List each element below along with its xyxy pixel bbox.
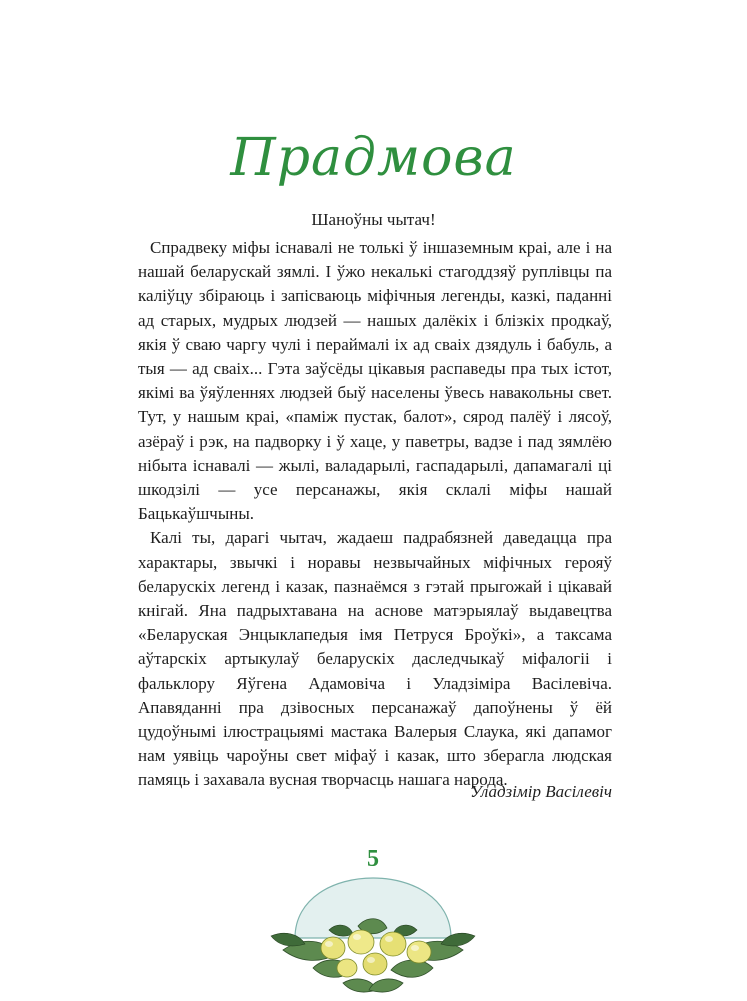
page-title: Прадмова bbox=[230, 128, 517, 188]
paragraph: Калі ты, дарагі чытач, жадаеш падрабязней даведацца пра характары, звычкі і норавы незвычайных міфічных герояў беларускіх легенд і казак, пазнаёмся з гэтай прыгожай і цікавай кнігай. Яна падрыхтавана на аснове матэрыялаў выдавецтва «Беларуская Энцыклапедыя імя Петруся Броўкі», а таксама аўтарскіх артыкулаў беларускіх даследчыкаў міфалогіі і фальклору Яўгена Адамовіча і Уладзіміра Васілевіча. Апавяданні пра дзівосных персанажаў дапоўнены ў ёй цудоўнымі ілюстрацыямі мастака Валерыя Слаука, які дапамог нам уявіць чароўны свет міфаў і казак, што зберагла людская памяць і захавала вусная творчасць нашага народа. bbox=[138, 528, 612, 790]
greeting: Шаноўны чытач! bbox=[311, 210, 436, 229]
page-number: 5 bbox=[367, 846, 379, 872]
paragraph: Спрадвеку міфы існавалі не толькі ў іншаземным краі, але і на нашай беларускай зямлі. І ўжо некалькі стагоддзяў руплівцы па каліўцу збіраюць і запісваюць міфічныя легенды, казкі, паданні ад старых, мудрых людзей — нашых далёкіх і блізкіх продкаў, якія ў сваю чаргу чулі і пераймалі іх ад сваіх дзядуль і бабуль, а тыя — ад сваіх... Гэта заўсёды цікавыя распаведы пра тых істот, якімі ва ўяўленнях людзей быў населены ўвесь навакольны свет. Тут, у нашым краі, «паміж пустак, балот», сярод палёў і лясоў, азёраў і рэк, на падворку і ў хаце, у паветры, вадзе і пад зямлёю нібыта існавалі — жылі, валадарылі, гаспадарылі, дапамагалі ці шкодзілі — усе персанажы, якія склалі міфы нашай Бацькаўшчыны. bbox=[138, 238, 612, 524]
author-signature: Уладзімір Васілевіч bbox=[470, 782, 612, 801]
body-text bbox=[138, 236, 612, 793]
lemon-branch-ornament bbox=[263, 818, 483, 998]
